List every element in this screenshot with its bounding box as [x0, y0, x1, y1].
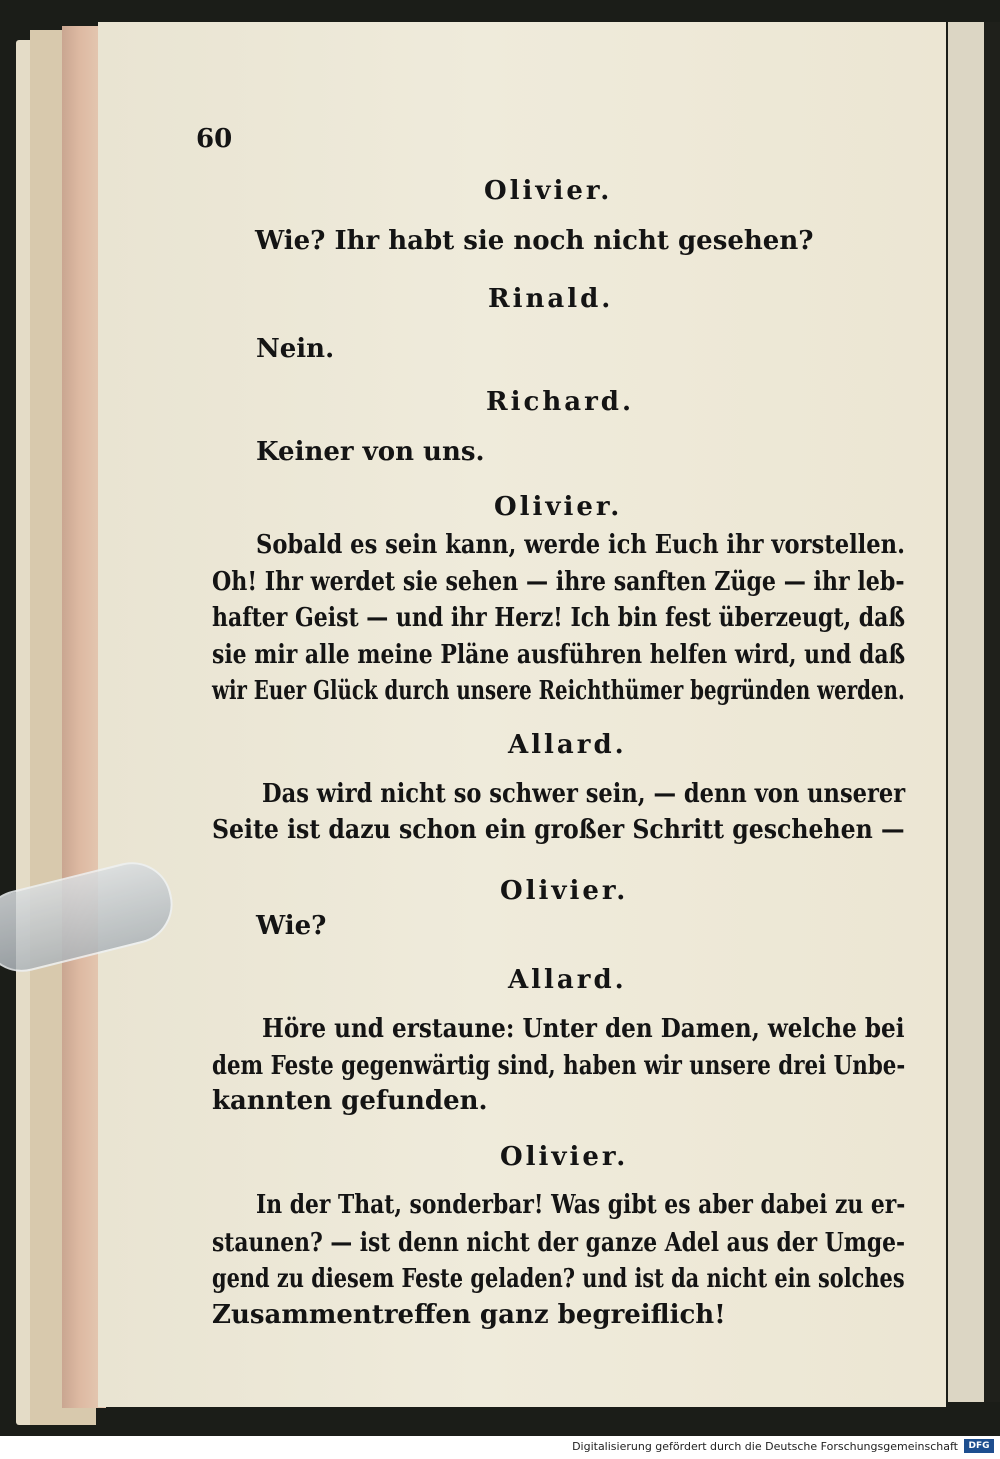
text-line: Höre und erstaune: Unter den Damen, welche bei [262, 1014, 905, 1044]
text-line: Zusammentreffen ganz begreiflich! [212, 1300, 726, 1330]
text-line: Wie? [256, 911, 327, 941]
text-line: staunen? — ist denn nicht der ganze Adel aus der Umge- [212, 1228, 906, 1258]
speaker-heading: Rinald. [488, 284, 614, 314]
speaker-heading: Allard. [508, 730, 627, 760]
digitization-footer [0, 1436, 1000, 1459]
text-line: sie mir alle meine Pläne ausführen helfen wird, und daß [212, 640, 906, 670]
speaker-heading: Allard. [508, 965, 627, 995]
text-line: dem Feste gegenwärtig sind, haben wir unsere drei Unbe- [212, 1051, 906, 1081]
text-line: Sobald es sein kann, werde ich Euch ihr vorstellen. [256, 530, 905, 560]
text-line: Oh! Ihr werdet sie sehen — ihre sanften Züge — ihr leb- [212, 567, 905, 597]
text-line: gend zu diesem Feste geladen? und ist da nicht ein solches [212, 1264, 905, 1294]
text-line: In der That, sonderbar! Was gibt es aber dabei zu er- [256, 1190, 906, 1220]
text-line: hafter Geist — und ihr Herz! Ich bin fest überzeugt, daß [212, 603, 906, 633]
dfg-logo: DFG [964, 1439, 994, 1453]
text-line: Keiner von uns. [256, 437, 485, 467]
text-line: wir Euer Glück durch unsere Reichthümer begründen werden. [212, 676, 905, 706]
text-line: Das wird nicht so schwer sein, — denn von unserer [262, 779, 906, 809]
text-line: Wie? Ihr habt sie noch nicht gesehen? [255, 226, 814, 256]
speaker-heading: Olivier. [484, 176, 613, 206]
text-line: Nein. [256, 334, 335, 364]
text-line: kannten gefunden. [212, 1086, 488, 1116]
footer-credit: Digitalisierung gefördert durch die Deutsche Forschungsgemeinschaft [572, 1440, 958, 1453]
page-number: 60 [196, 124, 233, 154]
text-line: Seite ist dazu schon ein großer Schritt geschehen — [212, 815, 905, 845]
speaker-heading: Olivier. [500, 876, 629, 906]
speaker-heading: Olivier. [500, 1142, 629, 1172]
speaker-heading: Richard. [486, 387, 634, 417]
speaker-heading: Olivier. [494, 492, 623, 522]
